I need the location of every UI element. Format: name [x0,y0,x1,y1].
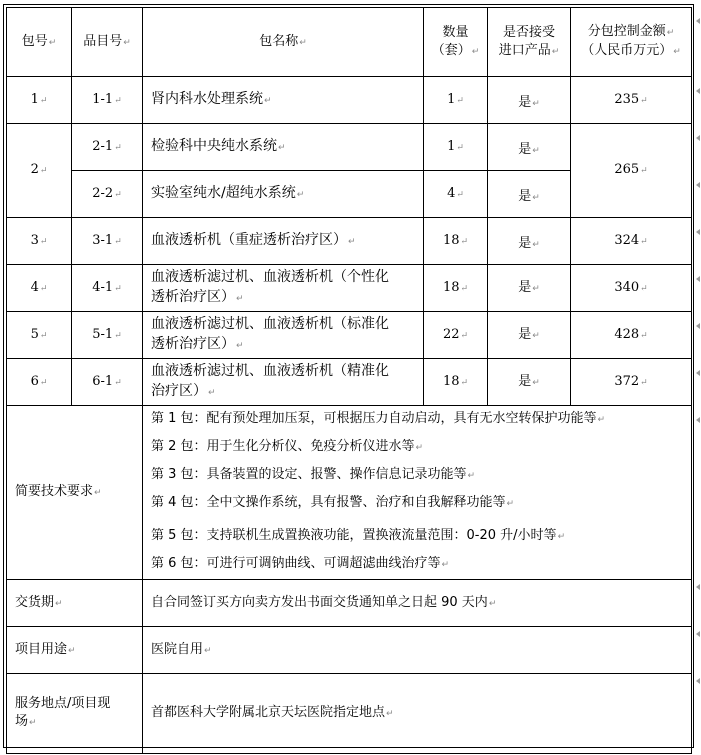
row-end-marker-icon [696,229,700,234]
paragraph-mark-icon: ↵ [532,377,540,388]
paragraph-mark-icon: ↵ [460,330,469,341]
paragraph-mark-icon: ↵ [597,415,606,425]
header-control-amount: 分包控制金额↵ （人民币万元）↵ [571,8,692,77]
quantity-cell: 18↵ [424,359,488,406]
paragraph-mark-icon: ↵ [456,189,464,200]
row-end-marker-icon [696,370,700,375]
paragraph-mark-icon: ↵ [39,283,48,294]
paragraph-mark-icon: ↵ [557,532,566,542]
row-end-marker-icon [696,18,700,23]
tech-requirement-item: 第 3 包：具备装置的设定、报警、操作信息记录功能等↵ [151,467,476,482]
row-end-marker-icon [696,135,700,140]
paragraph-mark-icon: ↵ [532,145,540,156]
package-no-cell: 6↵ [7,359,72,406]
row-end-marker-icon [696,631,700,636]
package-name-cell: 肾内科水处理系统↵ [143,77,424,124]
paragraph-mark-icon: ↵ [299,37,307,48]
paragraph-mark-icon: ↵ [460,283,469,294]
row-end-marker-icon [696,417,700,422]
table-row [7,77,692,124]
quantity-cell: 18↵ [424,265,488,312]
paragraph-mark-icon: ↵ [666,28,675,38]
header-package-no: 包号↵ [7,8,72,77]
tech-requirement-item: 第 1 包：配有预处理加压泵，可根据压力自动启动，具有无水空转保护功能等↵ [151,411,606,426]
paragraph-mark-icon: ↵ [488,598,497,609]
tech-requirements-row [7,406,692,580]
paragraph-mark-icon: ↵ [208,388,216,398]
paragraph-mark-icon: ↵ [532,239,540,250]
item-no-cell: 6-1↵ [72,359,143,406]
tech-requirement-item: 第 6 包：可进行可调钠曲线、可调超滤曲线治疗等↵ [151,556,450,571]
item-no-cell: 3-1↵ [72,218,143,265]
paragraph-mark-icon: ↵ [296,190,305,200]
delivery-label: 交货期↵ [7,580,143,627]
control-amount-cell: 324↵ [571,218,692,265]
accept-import-cell: 是↵ [488,312,571,359]
paragraph-mark-icon: ↵ [467,471,476,481]
row-end-marker-icon [696,584,700,589]
delivery-row [7,580,692,627]
paragraph-mark-icon: ↵ [640,330,648,341]
paragraph-mark-icon: ↵ [114,283,122,294]
paragraph-mark-icon: ↵ [55,598,63,609]
accept-import-cell: 是↵ [488,359,571,406]
table-row [7,359,692,406]
row-end-marker-icon [696,182,700,187]
paragraph-mark-icon: ↵ [532,330,540,341]
item-no-cell: 2-1↵ [72,124,143,171]
accept-import-cell: 是↵ [488,171,571,218]
paragraph-mark-icon: ↵ [29,718,37,728]
paragraph-mark-icon: ↵ [68,645,76,656]
header-quantity: 数量 （套）↵ [424,8,488,77]
accept-import-cell: 是↵ [488,218,571,265]
purpose-row [7,627,692,674]
header-accept-import: 是否接受 进口产品↵ [488,8,571,77]
control-amount-cell: 340↵ [571,265,692,312]
package-name-cell: 血液透析机（重症透析治疗区）↵ [143,218,424,265]
row-end-marker-icon [696,323,700,328]
paragraph-mark-icon: ↵ [114,142,122,153]
accept-import-cell: 是↵ [488,265,571,312]
service-site-label: 服务地点/项目现 场↵ [7,674,143,754]
paragraph-mark-icon: ↵ [348,237,356,247]
item-no-cell: 2-2↵ [72,171,143,218]
tech-requirement-item: 第 5 包：支持联机生成置换液功能，置换液流量范围：0-20 升/小时等↵ [151,528,566,543]
paragraph-mark-icon: ↵ [114,95,122,106]
tech-requirement-item: 第 4 包：全中文操作系统，具有报警、治疗和自我解释功能等↵ [151,495,515,510]
paragraph-mark-icon: ↵ [39,236,48,247]
paragraph-mark-icon: ↵ [640,166,648,176]
paragraph-mark-icon: ↵ [236,341,244,351]
paragraph-mark-icon: ↵ [532,283,540,294]
service-site-value: 首都医科大学附属北京天坛医院指定地点↵ [143,674,692,754]
accept-import-cell: 是↵ [488,124,571,171]
quantity-cell: 18↵ [424,218,488,265]
paragraph-mark-icon: ↵ [471,46,480,57]
paragraph-mark-icon: ↵ [640,377,648,388]
paragraph-mark-icon: ↵ [460,377,469,388]
service-site-row [7,674,692,754]
control-amount-cell: 428↵ [571,312,692,359]
row-end-marker-icon [696,276,700,281]
row-end-marker-icon [696,88,700,93]
delivery-value: 自合同签订买方向卖方发出书面交货通知单之日起 90 天内↵ [143,580,692,627]
quantity-cell: 4↵ [424,171,488,218]
control-amount-cell: 265↵ [571,124,692,218]
paragraph-mark-icon: ↵ [264,96,272,106]
paragraph-mark-icon: ↵ [114,189,122,200]
paragraph-mark-icon: ↵ [39,95,48,106]
paragraph-mark-icon: ↵ [673,47,681,57]
purpose-label: 项目用途↵ [7,627,143,674]
paragraph-mark-icon: ↵ [94,488,102,498]
paragraph-mark-icon: ↵ [39,377,48,388]
table-row [7,265,692,312]
control-amount-cell: 372↵ [571,359,692,406]
paragraph-mark-icon: ↵ [532,98,540,109]
package-name-cell: 血液透析滤过机、血液透析机（精准化 治疗区）↵ [143,359,424,406]
paragraph-mark-icon: ↵ [640,236,648,247]
row-end-marker-icon [696,678,700,683]
tech-requirements-content [143,406,692,580]
paragraph-mark-icon: ↵ [441,560,450,570]
package-no-cell: 1↵ [7,77,72,124]
control-amount-cell: 235↵ [571,77,692,124]
table-row [7,218,692,265]
package-no-cell: 5↵ [7,312,72,359]
package-name-cell: 检验科中央纯水系统↵ [143,124,424,171]
procurement-table [6,7,692,754]
paragraph-mark-icon: ↵ [39,166,48,176]
paragraph-mark-icon: ↵ [456,95,464,106]
paragraph-mark-icon: ↵ [460,236,469,247]
header-item-no: 品目号↵ [72,8,143,77]
table-row [7,312,692,359]
paragraph-mark-icon: ↵ [386,709,394,719]
header-package-name: 包名称↵ [143,8,424,77]
package-name-cell: 实验室纯水/超纯水系统↵ [143,171,424,218]
paragraph-mark-icon: ↵ [551,46,560,57]
paragraph-mark-icon: ↵ [532,192,540,203]
paragraph-mark-icon: ↵ [456,142,464,153]
package-name-cell: 血液透析滤过机、血液透析机（标准化 透析治疗区）↵ [143,312,424,359]
quantity-cell: 1↵ [424,124,488,171]
paragraph-mark-icon: ↵ [114,236,122,247]
purpose-value: 医院自用↵ [143,627,692,674]
item-no-cell: 4-1↵ [72,265,143,312]
quantity-cell: 22↵ [424,312,488,359]
header-row [7,8,692,77]
quantity-cell: 1↵ [424,77,488,124]
paragraph-mark-icon: ↵ [236,294,244,304]
package-no-cell: 3↵ [7,218,72,265]
package-no-cell: 4↵ [7,265,72,312]
paragraph-mark-icon: ↵ [114,330,122,341]
package-name-cell: 血液透析滤过机、血液透析机（个性化 透析治疗区）↵ [143,265,424,312]
paragraph-mark-icon: ↵ [123,37,131,48]
tech-requirements-label: 简要技术要求↵ [7,406,143,580]
tech-requirement-item: 第 2 包：用于生化分析仪、免疫分析仪进水等↵ [151,439,424,454]
paragraph-mark-icon: ↵ [278,143,286,153]
table-row [7,124,692,171]
paragraph-mark-icon: ↵ [415,443,424,453]
paragraph-mark-icon: ↵ [640,283,648,294]
paragraph-mark-icon: ↵ [204,645,212,656]
paragraph-mark-icon: ↵ [39,330,48,341]
package-no-cell: 2↵ [7,124,72,218]
paragraph-mark-icon: ↵ [506,499,515,509]
paragraph-mark-icon: ↵ [114,377,122,388]
paragraph-mark-icon: ↵ [48,37,57,48]
accept-import-cell: 是↵ [488,77,571,124]
item-no-cell: 1-1↵ [72,77,143,124]
paragraph-mark-icon: ↵ [640,95,648,106]
item-no-cell: 5-1↵ [72,312,143,359]
